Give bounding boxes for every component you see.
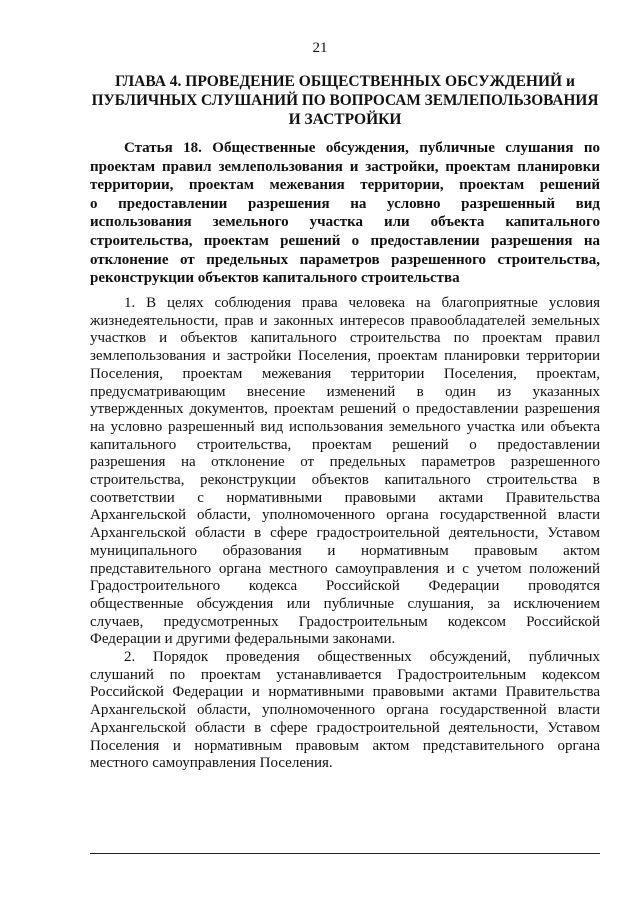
text-line: 2. Порядок проведения общественных обсуждений, публичных bbox=[124, 649, 600, 666]
article-heading-line: о предоставлении разрешения на условно разрешенный вид bbox=[90, 195, 600, 212]
article-heading-line: отклонение от предельных параметров разрешенного строительства, bbox=[90, 251, 600, 268]
text-line: общественные обсуждения или публичные слушания, за исключением bbox=[90, 595, 600, 612]
text-line: Поселения и нормативным правовым актом представительного органа bbox=[90, 737, 600, 754]
text-line: Архангельской области, уполномоченного органа государственной власти bbox=[90, 702, 600, 719]
text-line: землепользования и застройки Поселения, проектам планировки территории bbox=[90, 348, 600, 365]
chapter-title bbox=[90, 72, 600, 129]
text-line: соответствии с нормативными правовыми актами Правительства bbox=[90, 489, 600, 506]
paragraph-1 bbox=[90, 295, 600, 649]
text-line: предусматривающим внесение изменений в один из указанных bbox=[90, 383, 600, 400]
article-heading-line: использования земельного участка или объекта капитального bbox=[90, 214, 600, 231]
text-line: Российской Федерации и нормативными правовыми актами Правительства bbox=[90, 684, 600, 701]
text-line: представительного органа местного самоуправления и с учетом положений bbox=[90, 560, 600, 577]
article-heading-line: реконструкции объектов капитального строительства bbox=[90, 270, 460, 287]
text-line: жизнедеятельности, прав и законных интересов правообладателей земельных bbox=[90, 312, 600, 329]
chapter-title-line: ГЛАВА 4. ПРОВЕДЕНИЕ ОБЩЕСТВЕННЫХ ОБСУЖДЕНИЙ и bbox=[115, 73, 575, 90]
text-line: муниципального образования и нормативным правовым актом bbox=[90, 542, 600, 559]
document-body bbox=[90, 295, 600, 773]
text-line: Архангельской области в сфере градостроительной деятельности, Уставом bbox=[90, 719, 600, 736]
text-line: случаев, предусмотренных Градостроительным кодексом Российской bbox=[90, 613, 600, 630]
text-line: строительства, реконструкции объектов капитального строительства в bbox=[90, 472, 600, 489]
text-line: Архангельской области, уполномоченного органа государственной власти bbox=[90, 507, 600, 524]
text-line: 1. В целях соблюдения права человека на благоприятные условия bbox=[124, 295, 600, 311]
page-number: 21 bbox=[312, 40, 328, 56]
text-line: Градостроительного кодекса Российской Федерации проводятся bbox=[90, 578, 600, 595]
article-heading-line: Статья 18. Общественные обсуждения, публичные слушания по bbox=[124, 140, 600, 156]
text-line: местного самоуправления Поселения. bbox=[90, 755, 333, 772]
text-line: участков и объектов капитального строительства по проектам правил bbox=[90, 330, 600, 347]
text-line: разрешения на отклонение от предельных параметров разрешенного bbox=[90, 454, 600, 471]
text-line: капитального строительства, проектам решений о предоставлении bbox=[90, 436, 600, 453]
article-heading-line: строительства, проектам решений о предоставлении разрешения на bbox=[90, 232, 600, 249]
article-heading-line: территории, проектам межевания территории, проектам решений bbox=[90, 177, 600, 194]
text-line: на условно разрешенный вид использования земельного участка или объекта bbox=[90, 418, 600, 435]
text-line: Поселения, проектам межевания территории Поселения, проектам, bbox=[90, 365, 600, 382]
chapter-title-line: ПУБЛИЧНЫХ СЛУШАНИЙ ПО ВОПРОСАМ ЗЕМЛЕПОЛЬЗОВАНИЯ bbox=[91, 92, 599, 109]
text-line: Архангельской области в сфере градостроительной деятельности, Уставом bbox=[90, 525, 600, 542]
paragraph-2 bbox=[90, 649, 600, 773]
text-line: утвержденных документов, проектам решений о предоставлении разрешения bbox=[90, 401, 600, 418]
footer-rule bbox=[90, 853, 600, 854]
text-line: слушаний по проектам устанавливается Градостроительным кодексом bbox=[90, 666, 600, 683]
article-heading-line: проектам правил землепользования и застройки, проектам планировки bbox=[90, 158, 600, 175]
text-line: Федерации и другими федеральными законами. bbox=[90, 631, 396, 648]
chapter-title-line: И ЗАСТРОЙКИ bbox=[288, 111, 402, 128]
article-heading bbox=[90, 139, 600, 288]
